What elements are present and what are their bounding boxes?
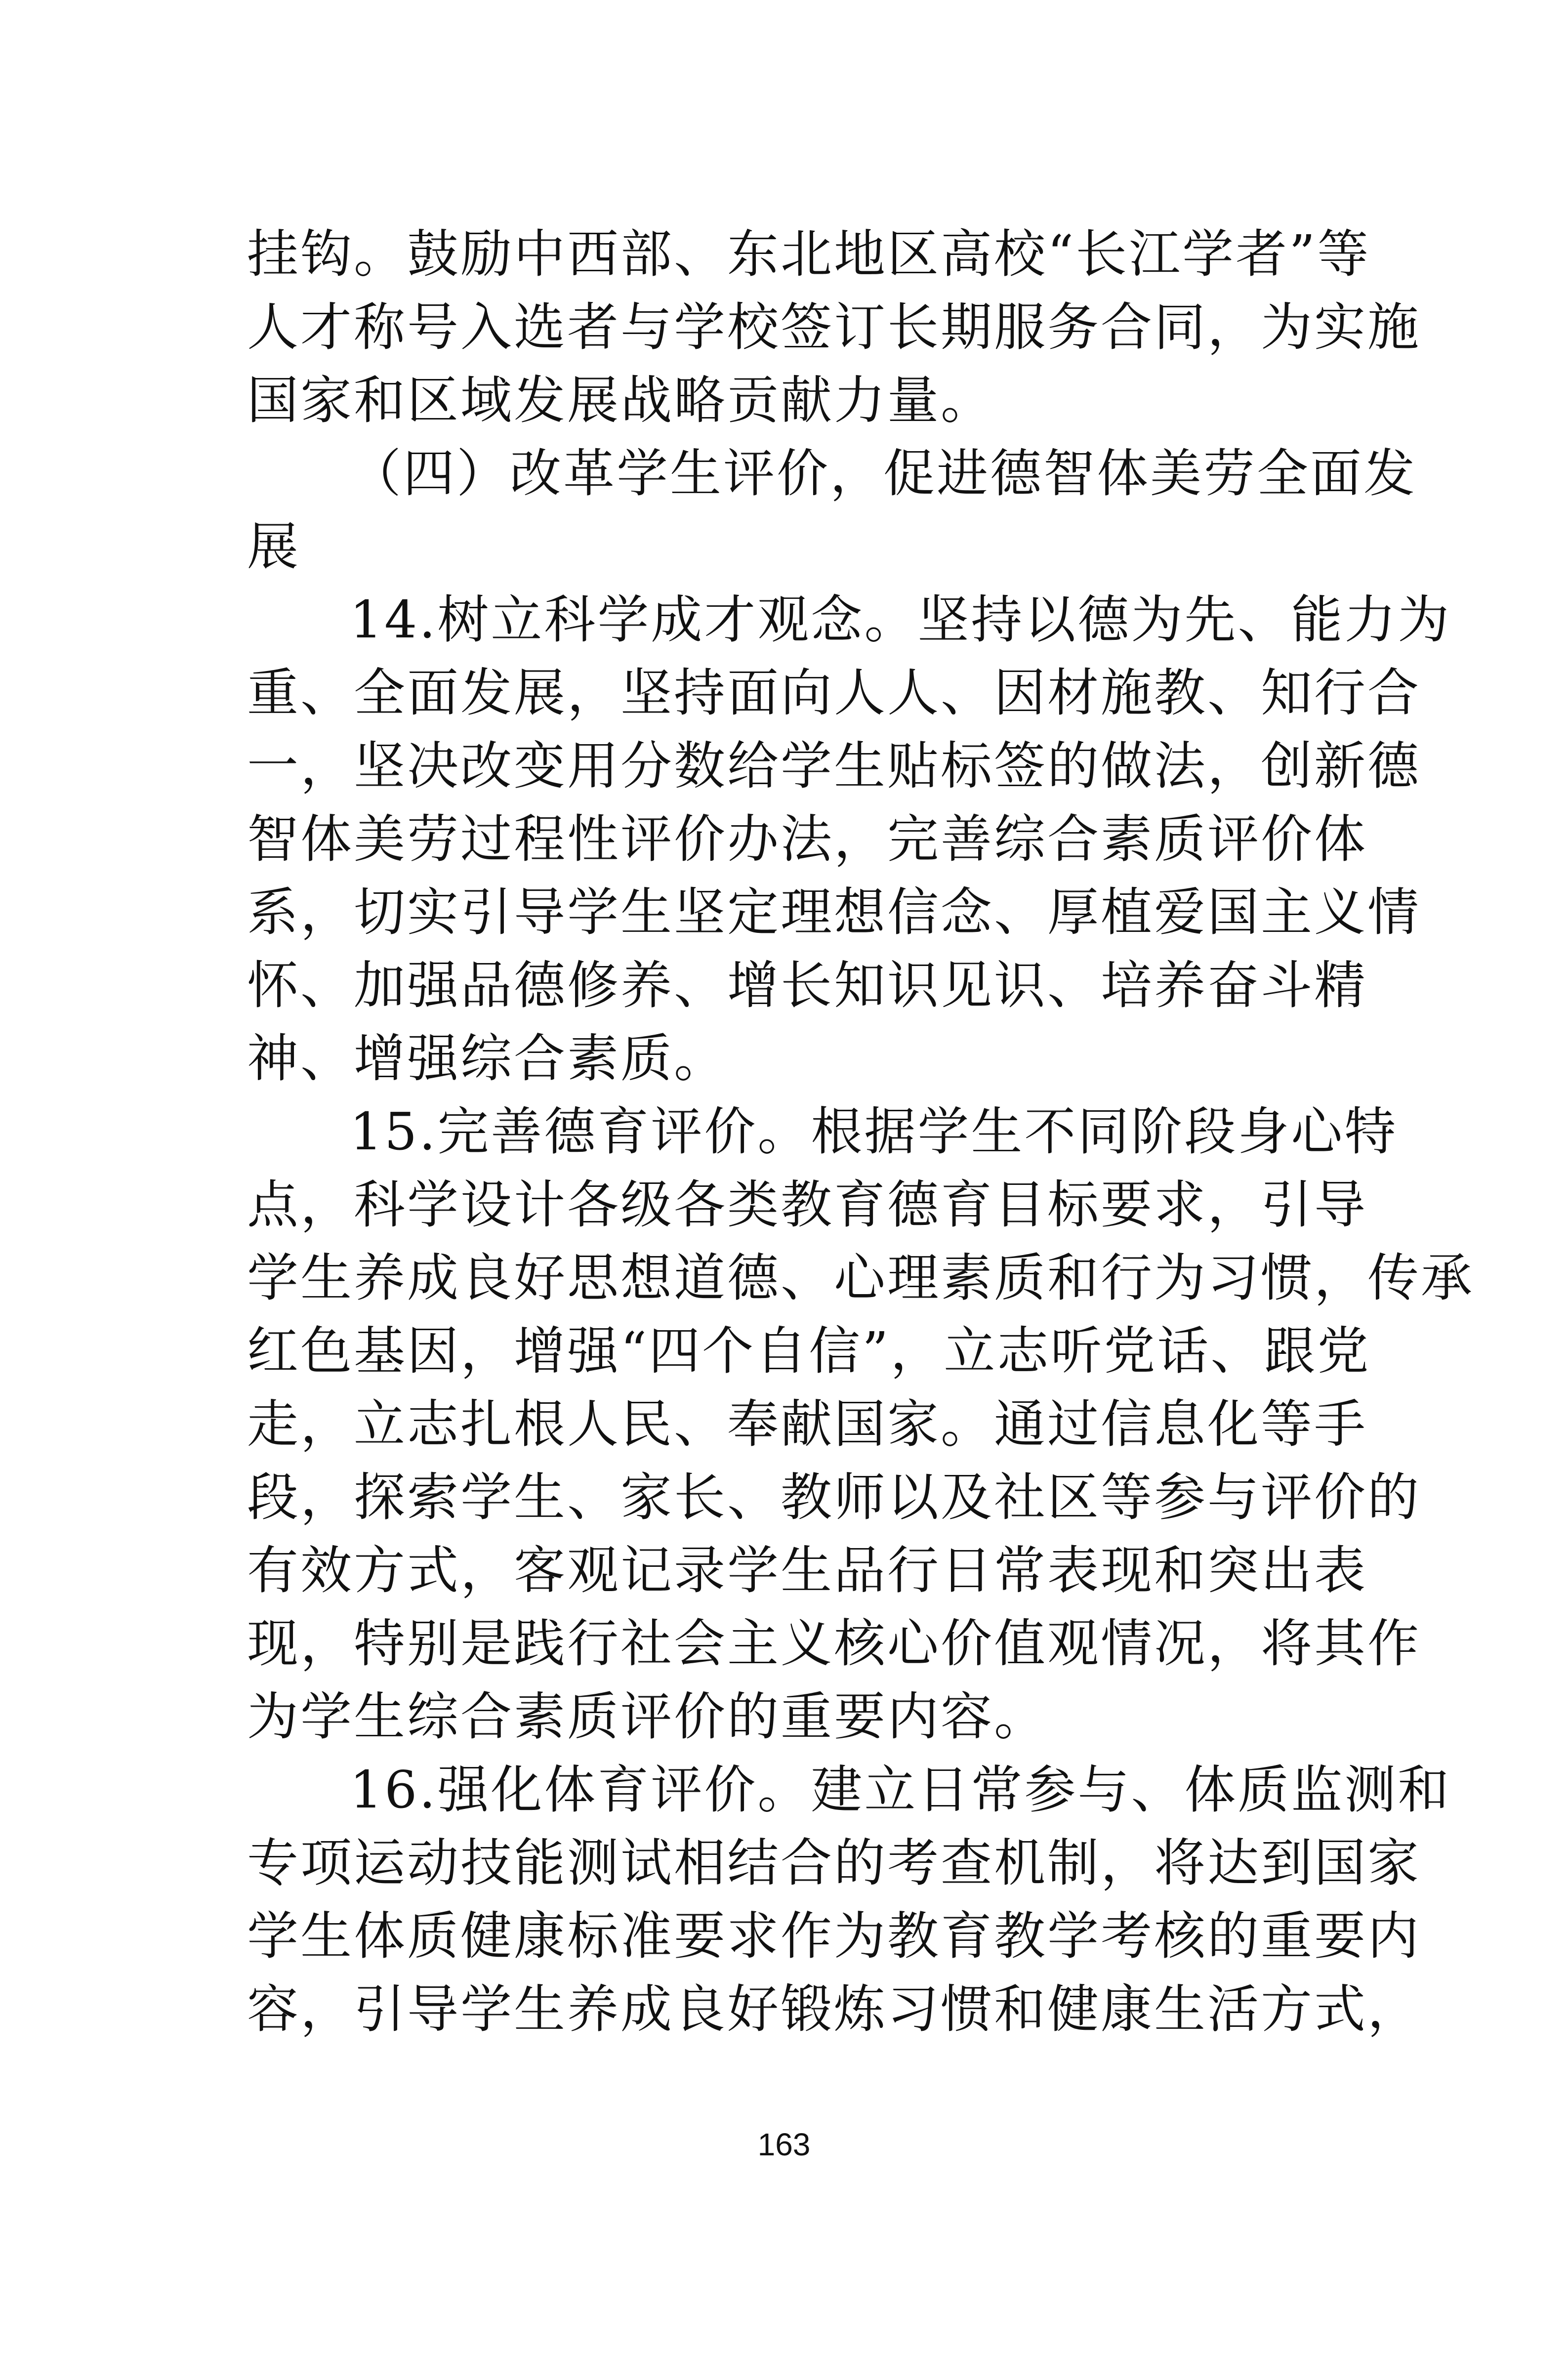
section-heading-line-1: （四）改革学生评价，促进德智体美劳全面发 — [350, 443, 1417, 504]
item-14-line-6: 怀、加强品德修养、增长知识见识、培养奋斗精 — [247, 955, 1368, 1015]
item-15-line-1: 15.完善德育评价。根据学生不同阶段身心特 — [350, 1101, 1398, 1162]
item-14-line-3: 一，坚决改变用分数给学生贴标签的做法，创新德 — [247, 736, 1421, 796]
paragraph-line-1: 挂钩。鼓励中西部、东北地区高校“长江学者”等 — [247, 224, 1371, 284]
item-14-line-4: 智体美劳过程性评价办法，完善综合素质评价体 — [247, 809, 1368, 869]
paragraph-line-2: 人才称号入选者与学校签订长期服务合同，为实施 — [247, 297, 1421, 357]
item-15-line-3: 学生养成良好思想道德、心理素质和行为习惯，传承 — [247, 1248, 1475, 1308]
item-14-line-5: 系，切实引导学生坚定理想信念、厚植爱国主义情 — [247, 882, 1421, 942]
item-15-line-7: 有效方式，客观记录学生品行日常表现和突出表 — [247, 1540, 1368, 1600]
item-14-line-1: 14.树立科学成才观念。坚持以德为先、能力为 — [350, 589, 1451, 650]
item-15-line-9: 为学生综合素质评价的重要内容。 — [247, 1686, 1048, 1747]
document-body — [247, 217, 1475, 2046]
item-14-line-7: 神、增强综合素质。 — [247, 1028, 728, 1089]
item-16-line-2: 专项运动技能测试相结合的考查机制，将达到国家 — [247, 1833, 1421, 1893]
item-15-line-6: 段，探索学生、家长、教师以及社区等参与评价的 — [247, 1467, 1421, 1527]
item-15-line-4: 红色基因，增强“四个自信”，立志听党话、跟党 — [247, 1321, 1371, 1381]
item-16-line-1: 16.强化体育评价。建立日常参与、体质监测和 — [350, 1760, 1451, 1820]
item-16-line-3: 学生体质健康标准要求作为教育教学考核的重要内 — [247, 1906, 1421, 1966]
item-16-line-4: 容，引导学生养成良好锻炼习惯和健康生活方式， — [247, 1979, 1421, 2039]
item-15-line-8: 现，特别是践行社会主义核心价值观情况，将其作 — [247, 1613, 1421, 1674]
page-number: 163 — [757, 2127, 811, 2162]
paragraph-line-3: 国家和区域发展战略贡献力量。 — [247, 370, 994, 430]
item-15-line-5: 走，立志扎根人民、奉献国家。通过信息化等手 — [247, 1394, 1368, 1454]
item-14-line-2: 重、全面发展，坚持面向人人、因材施教、知行合 — [247, 663, 1421, 723]
item-15-line-2: 点，科学设计各级各类教育德育目标要求，引导 — [247, 1175, 1368, 1235]
section-heading-line-2: 展 — [247, 516, 301, 577]
